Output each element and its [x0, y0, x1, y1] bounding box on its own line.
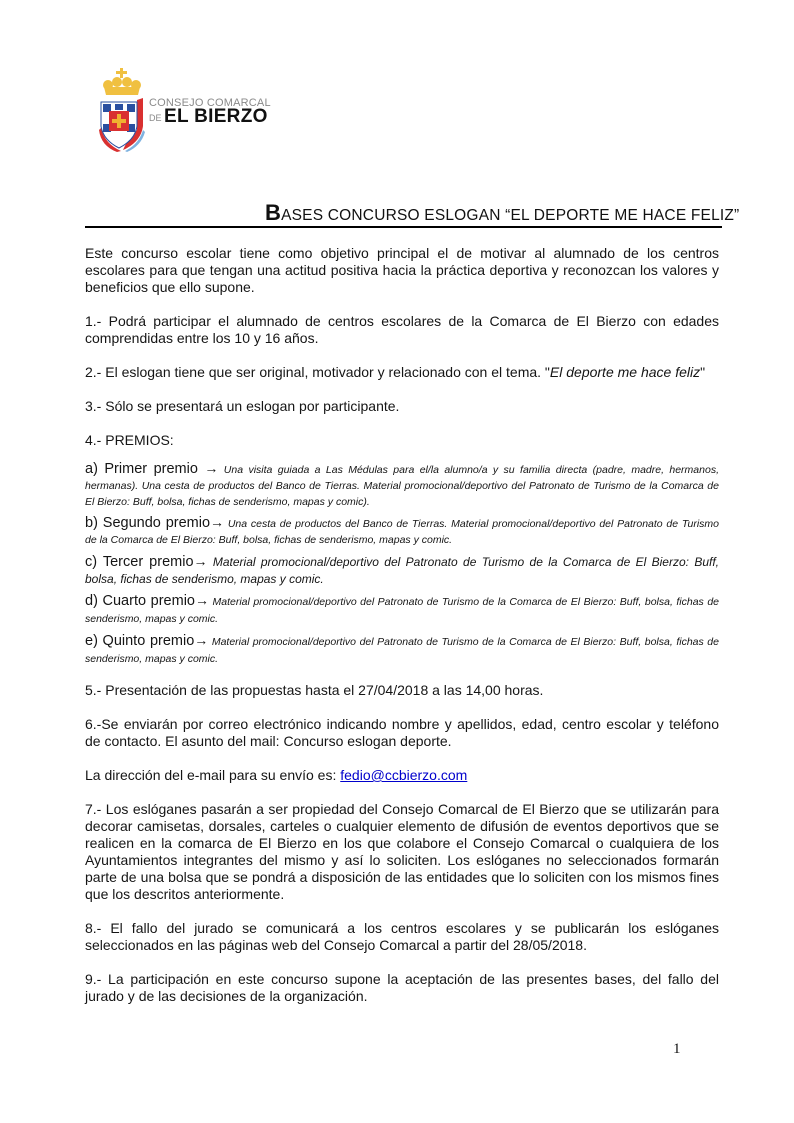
email-line: La dirección del e-mail para su envío es: fedio@ccbierzo.com: [85, 767, 468, 783]
logo-org-de: DE: [149, 113, 162, 123]
prize-d: d) Cuarto premio→ Material promocional/deportivo del Patronato de Turismo de la Comarca de El Bierzo: Buff, bolsa, fichas de senderismo, mapas y comic.: [85, 592, 719, 625]
rule-8: 8.- El fallo del jurado se comunicará a los centros escolares y se publicarán los eslóganes seleccionados en las páginas web del Consejo Comarcal a partir del 28/05/2018.: [85, 920, 719, 953]
slogan-theme: El deporte me hace feliz: [549, 364, 701, 380]
crown: [104, 87, 140, 95]
rule-3: 3.- Sólo se presentará un eslogan por participante.: [85, 398, 400, 414]
rule-6: 6.-Se enviarán por correo electrónico indicando nombre y apellidos, edad, centro escolar y teléfono de contacto. El asunto del mail: Concurso eslogan deporte.: [85, 716, 719, 749]
rule-9: 9.- La participación en este concurso supone la aceptación de las presentes bases, del fallo del jurado y de las decisiones de la organización.: [85, 971, 719, 1004]
prize-c: c) Tercer premio→ Material promocional/deportivo del Patronato de Turismo de la Comarca de El Bierzo: Buff, bolsa, fichas de senderismo, mapas y comic.: [85, 553, 720, 586]
rule-4-heading: 4.- PREMIOS:: [85, 432, 174, 448]
arrow-right-icon: →: [204, 460, 219, 476]
email-link[interactable]: fedio@ccbierzo.com: [340, 767, 468, 783]
prize-a: a) Primer premio → Una visita guiada a Las Médulas para el/la alumno/a y su familia directa (padre, madre, hermanos, hermanas). Una cesta de productos del Banco de Tierras. Material promocional/deportivo del Patronato de Turismo de la Comarca de El Bierzo: Buff, bolsa, fichas de senderismo, mapas y comic).: [85, 460, 719, 508]
logo-org-line1: CONSEJO COMARCAL: [149, 97, 271, 109]
rule-2: 2.- El eslogan tiene que ser original, motivador y relacionado con el tema. "El deporte me hace feliz": [85, 364, 706, 380]
prize-b: b) Segundo premio→ Una cesta de productos del Banco de Tierras. Material promocional/deportivo del Patronato de Turismo de la Comarca de El Bierzo: Buff, bolsa, fichas de senderismo, mapas y comic.: [85, 514, 720, 546]
rule-1: 1.- Podrá participar el alumnado de centros escolares de la Comarca de El Bierzo con edades comprendidas entre los 10 y 16 años.: [85, 313, 719, 346]
arrow-right-icon: →: [193, 553, 208, 569]
rule-7: 7.- Los eslóganes pasarán a ser propiedad del Consejo Comarcal de El Bierzo que se utilizarán para decorar camisetas, dorsales, carteles o cualquier elemento de difusión de eventos deportivos que se realicen en la comarca de El Bierzo en los que colabore el Consejo Comarcal o cualquiera de los Ayuntamientos integrantes del mismo y así lo soliciten. Los eslóganes no seleccionados formarán parte de una bolsa que se pondrá a disposición de las entidades que lo soliciten con los mismos fines que los descritos anteriormente.: [85, 801, 719, 902]
coat-of-arms-icon: [97, 68, 147, 152]
arrow-right-icon: →: [194, 632, 209, 648]
rule-5: 5.- Presentación de las propuestas hasta el 27/04/2018 a las 14,00 horas.: [85, 682, 544, 698]
arrow-right-icon: →: [194, 592, 209, 608]
prize-e: e) Quinto premio→ Material promocional/deportivo del Patronato de Turismo de la Comarca de El Bierzo: Buff, bolsa, fichas de senderismo, mapas y comic.: [85, 632, 719, 665]
document-body: [85, 245, 719, 1005]
document-title: [265, 200, 740, 226]
title-underline: [85, 226, 722, 228]
logo-org-line2: EL BIERZO: [164, 106, 268, 127]
title-initial: B: [265, 200, 282, 225]
consejo-comarcal-logo: [97, 68, 277, 152]
page-number: 1: [673, 1041, 681, 1057]
arrow-right-icon: →: [210, 514, 225, 530]
title-rest: ASES CONCURSO ESLOGAN “EL DEPORTE ME HACE FELIZ”: [281, 207, 740, 224]
intro-paragraph: Este concurso escolar tiene como objetivo principal el de motivar al alumnado de los centros escolares para que tengan una actitud positiva hacia la práctica deportiva y reconozcan los valores y beneficios que ello supone.: [85, 245, 719, 295]
